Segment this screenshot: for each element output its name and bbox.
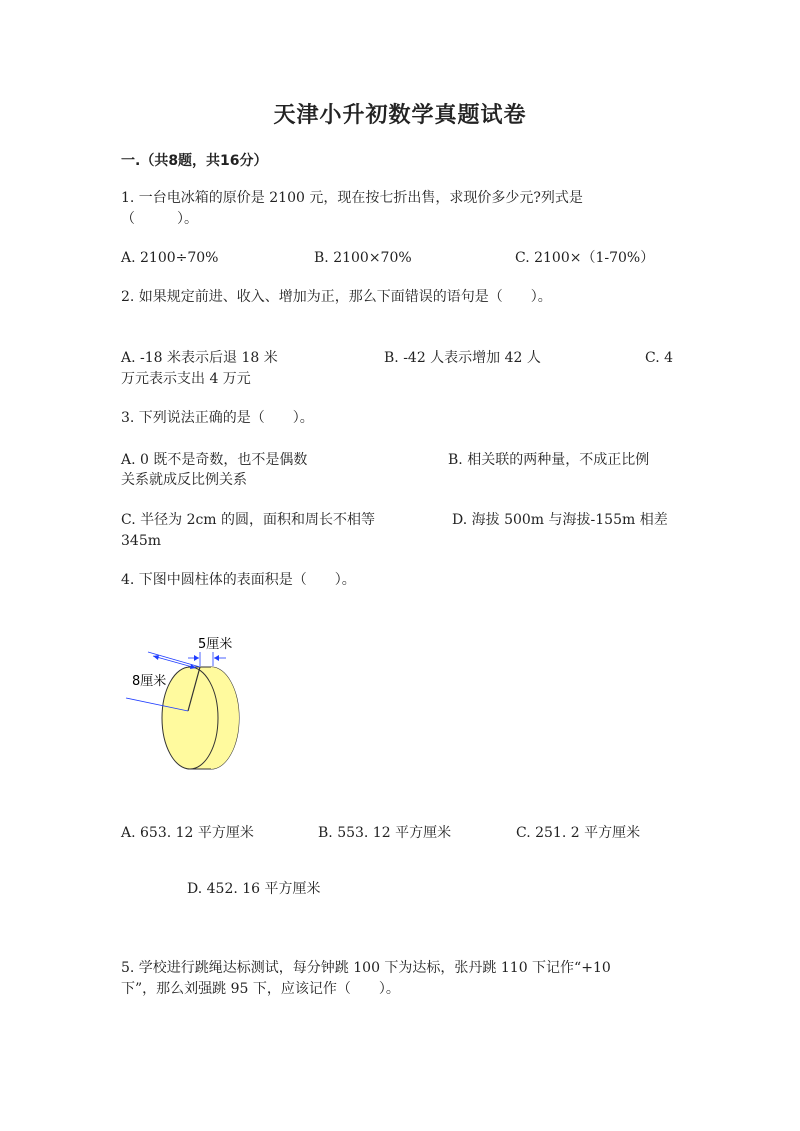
question-4-option-a: A. 653. 12 平方厘米 — [121, 825, 254, 841]
question-1-stem-line-2: （ ）。 — [121, 211, 198, 227]
question-1-option-c: C. 2100×（1-70%） — [515, 250, 655, 266]
question-3-stem: 3. 下列说法正确的是（ ）。 — [121, 410, 314, 426]
question-4-option-d: D. 452. 16 平方厘米 — [187, 881, 321, 897]
question-5-stem-line-2: 下”，那么刘强跳 95 下，应该记作（ ）。 — [121, 981, 400, 997]
question-5-stem-line-1: 5. 学校进行跳绳达标测试，每分钟跳 100 下为达标，张丹跳 110 下记作“+10 — [121, 960, 611, 976]
question-2-option-c: C. 4 — [645, 350, 674, 366]
question-4-option-c: C. 251. 2 平方厘米 — [516, 825, 641, 841]
question-2-option-a: A. -18 米表示后退 18 米 — [121, 350, 278, 366]
question-3-option-b: B. 相关联的两种量，不成正比例 — [448, 452, 650, 468]
cylinder-diagram — [118, 630, 248, 775]
question-2-option-b: B. -42 人表示增加 42 人 — [384, 350, 541, 366]
question-1-option-b: B. 2100×70% — [314, 250, 412, 266]
question-4-stem: 4. 下图中圆柱体的表面积是（ ）。 — [121, 572, 356, 588]
question-4-option-b: B. 553. 12 平方厘米 — [318, 825, 452, 841]
question-2-option-c-continued: 万元表示支出 4 万元 — [121, 371, 251, 387]
cylinder-front-face — [162, 667, 218, 769]
question-3-option-a: A. 0 既不是奇数，也不是偶数 — [121, 452, 308, 468]
section-heading: 一.（共8题，共16分） — [121, 153, 268, 169]
question-3-option-d: D. 海拔 500m 与海拔-155m 相差 — [452, 512, 668, 528]
question-2-stem: 2. 如果规定前进、收入、增加为正，那么下面错误的语句是（ ）。 — [121, 289, 552, 305]
question-1-stem-line-1: 1. 一台电冰箱的原价是 2100 元，现在按七折出售，求现价多少元?列式是 — [121, 190, 583, 206]
question-1-option-a: A. 2100÷70% — [121, 250, 219, 266]
cylinder-figure — [118, 630, 248, 775]
question-3-option-c: C. 半径为 2cm 的圆，面积和周长不相等 — [121, 512, 376, 528]
question-3-option-b-continued: 关系就成反比例关系 — [121, 472, 247, 488]
radius-label: 8厘米 — [132, 674, 167, 689]
thickness-label: 5厘米 — [198, 637, 233, 652]
page-title: 天津小升初数学真题试卷 — [273, 102, 527, 128]
question-3-option-d-continued: 345m — [121, 533, 161, 549]
